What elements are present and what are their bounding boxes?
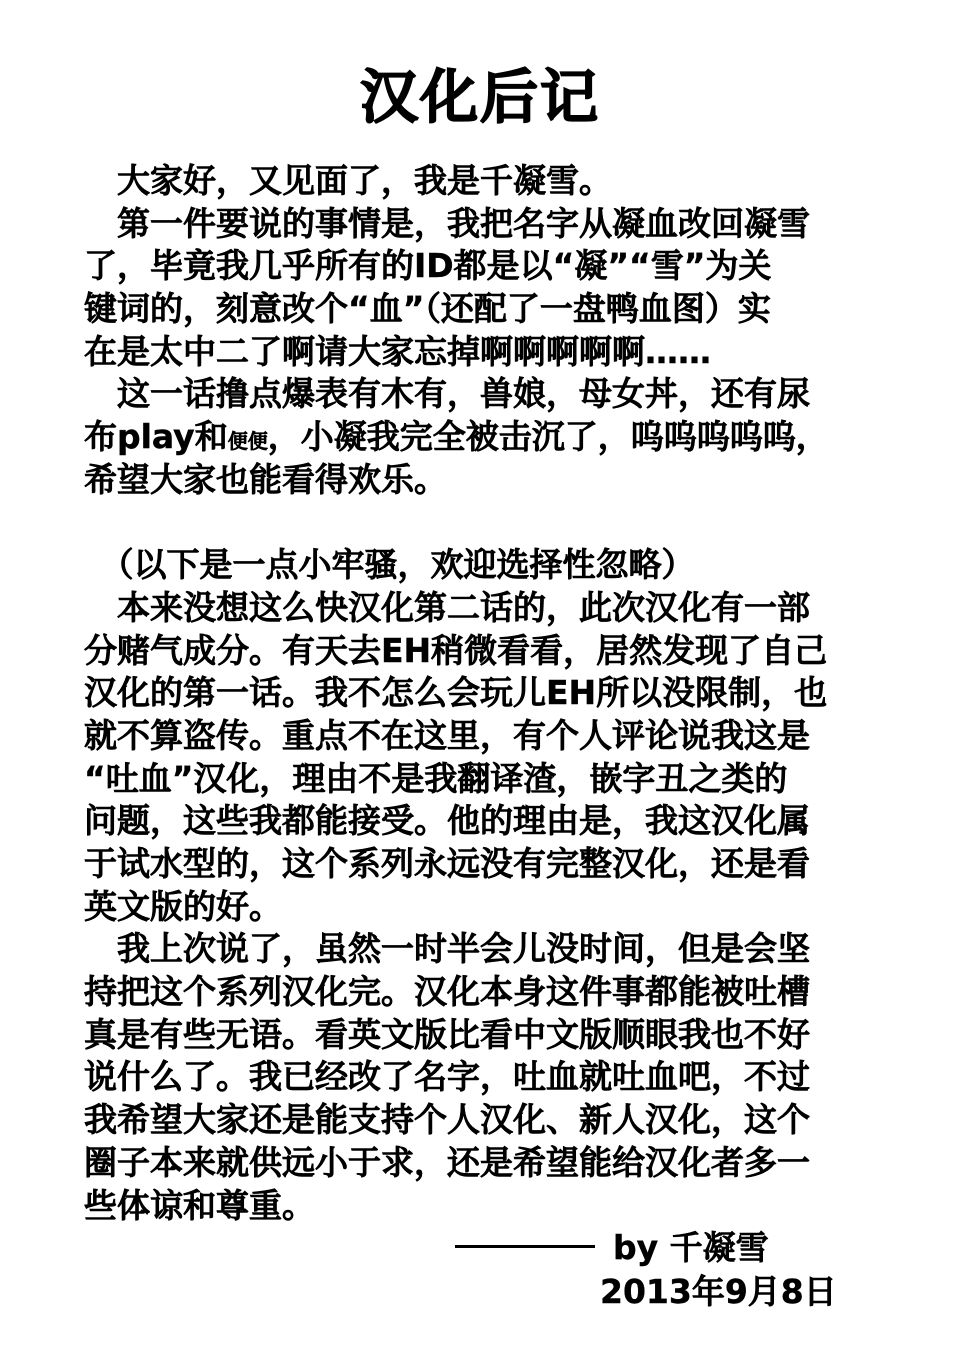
chapter-comment-small-text: 便便 — [227, 429, 268, 454]
signature-date: 2013年9月8日 — [600, 1272, 837, 1311]
closing-line-4: 说什么了。我已经改了名字，吐血就吐血吧，不过 — [84, 1057, 810, 1097]
page-title: 汉化后记 — [359, 63, 600, 131]
chapter-comment-line-2 — [84, 416, 884, 459]
complaint-line-4: 就不算盗传。重点不在这里，有个人评论说我这是 — [84, 715, 810, 755]
complaint-line-7: 于试水型的，这个系列永远没有完整汉化，还是看 — [84, 844, 810, 883]
rename-line-4: 在是太中二了啊请大家忘掉啊啊啊啊啊…… — [84, 331, 711, 371]
aside-line: （以下是一点小牢骚，欢迎选择性忽略） — [84, 545, 695, 585]
closing-line-2: 持把这个系列汉化完。汉化本身这件事都能被吐槽 — [84, 972, 810, 1012]
signature-text: by 千凝雪 — [613, 1228, 769, 1267]
greeting-line: 大家好，又见面了，我是千凝雪。 — [84, 161, 612, 200]
closing-line-6: 圈子本来就供远小于求，还是希望能给汉化者多一 — [84, 1142, 810, 1182]
paragraph-spacer — [84, 502, 884, 545]
signature — [455, 1226, 769, 1270]
complaint-line-6: 问题，这些我都能接受。他的理由是，我这汉化属 — [84, 801, 810, 841]
closing-line-7: 些体谅和尊重。 — [84, 1185, 315, 1225]
complaint-line-1: 本来没想这么快汉化第二话的，此次汉化有一部 — [84, 587, 810, 627]
rename-line-3: 键词的，刻意改个“血”（还配了一盘鸭血图）实 — [84, 289, 771, 329]
rename-line-2: 了，毕竟我几乎所有的ID都是以“凝”“雪”为关 — [84, 246, 772, 286]
complaint-line-5: “吐血”汉化，理由不是我翻译渣，嵌字丑之类的 — [84, 758, 788, 798]
afterword-body — [84, 160, 884, 1227]
closing-line-3: 真是有些无语。看英文版比看中文版顺眼我也不好 — [84, 1014, 810, 1054]
complaint-line-2: 分赌气成分。有天去EH稍微看看，居然发现了自己 — [84, 630, 828, 670]
rename-line-1: 第一件要说的事情是，我把名字从凝血改回凝雪 — [84, 203, 810, 243]
closing-line-1: 我上次说了，虽然一时半会儿没时间，但是会坚 — [84, 929, 810, 969]
chapter-comment-line-3: 希望大家也能看得欢乐。 — [84, 459, 447, 499]
chapter-comment-line-2-start: 布play和 — [84, 417, 228, 457]
chapter-comment-line-2-end: ，小凝我完全被击沉了，呜呜呜呜呜， — [267, 417, 829, 457]
complaint-line-8: 英文版的好。 — [84, 886, 282, 926]
closing-line-5: 我希望大家还是能支持个人汉化、新人汉化，这个 — [84, 1100, 810, 1140]
chapter-comment-line-1: 这一话撸点爆表有木有，兽娘，母女丼，还有尿 — [84, 374, 810, 414]
signature-dash — [455, 1245, 595, 1248]
complaint-line-3: 汉化的第一话。我不怎么会玩儿EH所以没限制，也 — [84, 673, 828, 713]
